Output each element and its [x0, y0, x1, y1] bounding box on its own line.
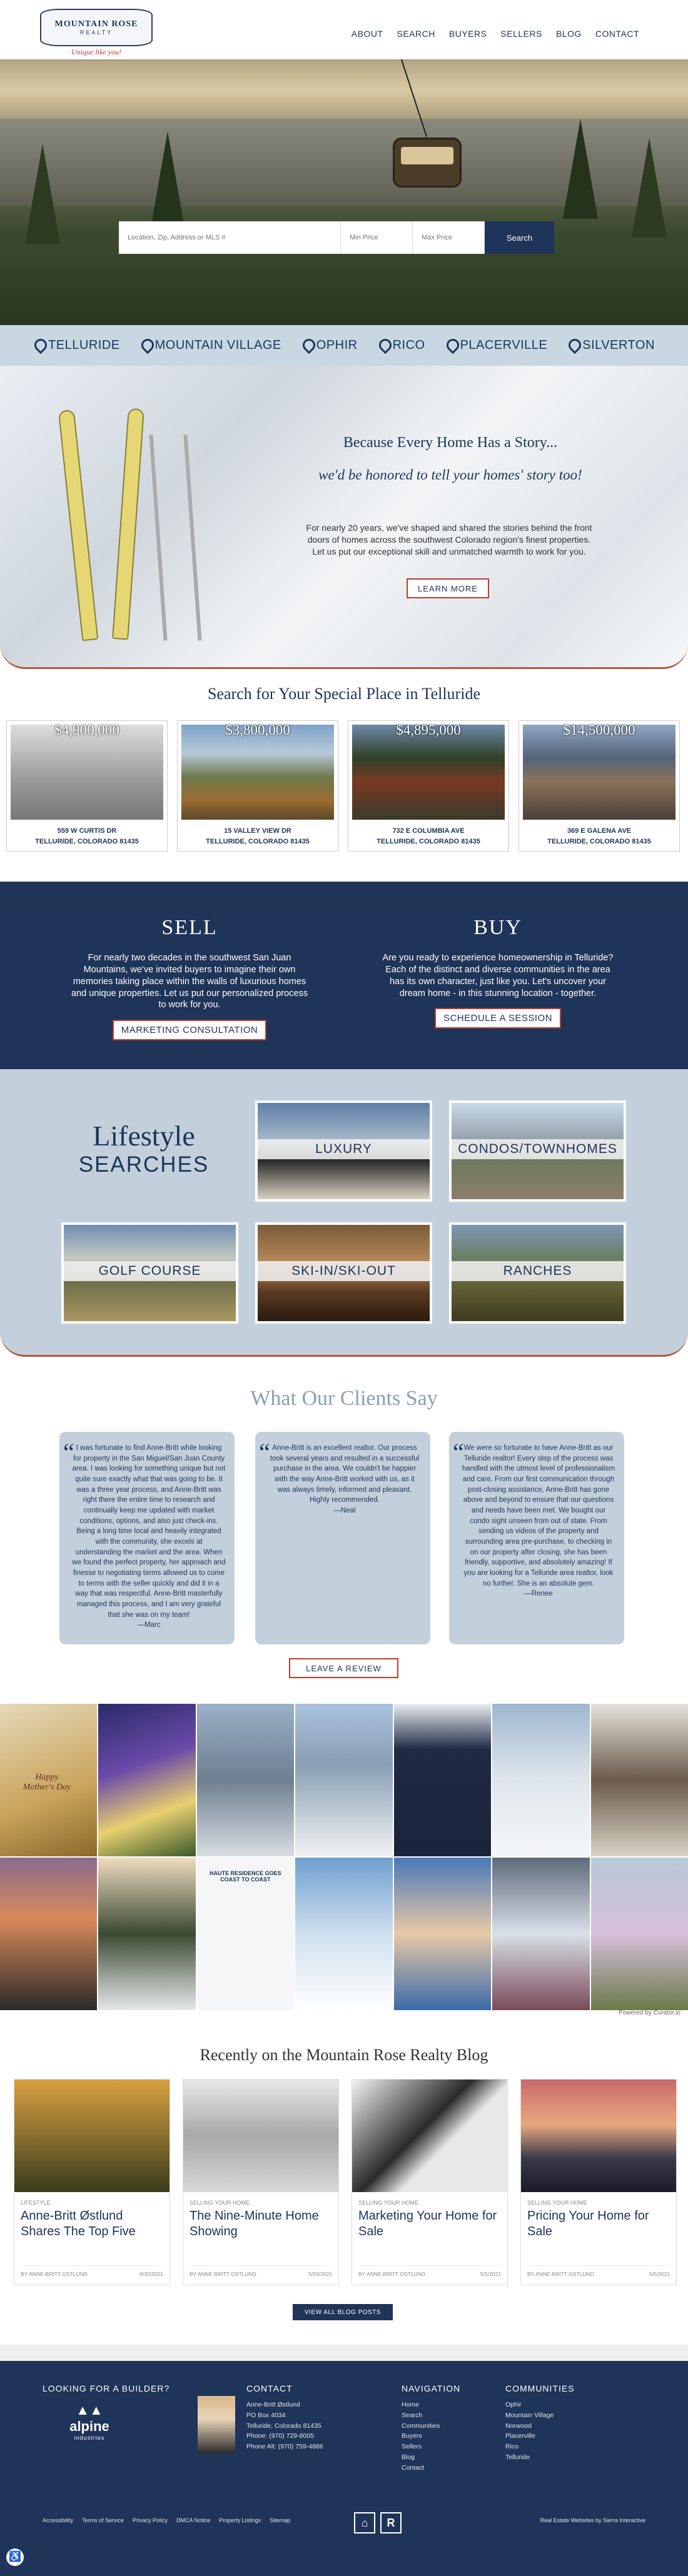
- instagram-post[interactable]: [394, 1858, 491, 2010]
- listing-price: $4,895,000: [396, 722, 461, 738]
- lifestyle-title-sub: SEARCHES: [78, 1152, 210, 1177]
- legal-link[interactable]: Privacy Policy: [133, 2517, 168, 2523]
- navigation-heading: NAVIGATION: [402, 2383, 461, 2393]
- sell-buy-section: [0, 882, 688, 1069]
- contact-line: PO Box 4034: [246, 2411, 286, 2419]
- testimonial-text: I was fortunate to find Anne-Britt while looking for property in the San Miguel/San Juan County area. I was looking for something unique but not quite sure exactly what that was going to be. It was a three year process, and Anne-Britt was right there the entire time to research and continually keep me updated with market conditions, options, and also just check-ins. Being a long time local and heavily integrated with the community, she excels at understanding the market and the area. When we found the perfect property, her approach and finesse to negotiating terms allowed us to come to terms with the seller quickly and did it in a way that was respectful. Anne-Britt masterfully managed this process, and I am very grateful that she was on my team!: [72, 1444, 226, 1619]
- blog-category: SELLING YOUR HOME: [527, 2200, 587, 2206]
- listing-photo: [523, 725, 675, 820]
- contact-line: Telluride, Colorado 81435: [246, 2422, 321, 2430]
- max-price-input[interactable]: [413, 221, 485, 254]
- legal-link[interactable]: Accessibility: [43, 2517, 74, 2523]
- blog-author: BY ANNE-BRITT OSTLUND: [21, 2271, 88, 2277]
- listing-address: [178, 826, 338, 847]
- schedule-session-button[interactable]: SCHEDULE A SESSION: [435, 1008, 561, 1029]
- community-link[interactable]: Ophir: [505, 2401, 522, 2408]
- buy-body: Are you ready to experience homeownership in Telluride? Each of the distinct and diverse communities in the area has its own character, just like you. Let's uncover your dream home - in this stunning location - together.: [382, 953, 614, 999]
- lifestyle-title-main: Lifestyle: [93, 1120, 195, 1152]
- site-header: [0, 0, 688, 59]
- listing-address: [348, 826, 508, 847]
- buy-column: [379, 916, 617, 1029]
- instagram-post[interactable]: [98, 1858, 195, 2010]
- footer-nav-link[interactable]: Communities: [402, 2422, 440, 2430]
- blog-author: BY ANNE-BRITT OSTLUND: [358, 2271, 425, 2277]
- lifestyle-tile-luxury[interactable]: [255, 1100, 432, 1202]
- ski-pole-image: [149, 435, 167, 641]
- learn-more-button[interactable]: LEARN MORE: [407, 578, 489, 598]
- tile-label: CONDOS/TOWNHOMES: [452, 1139, 624, 1159]
- listings-title: Search for Your Special Place in Telluride: [208, 685, 480, 703]
- town-label: MOUNTAIN VILLAGE: [154, 338, 281, 352]
- instagram-post[interactable]: [591, 1704, 688, 1856]
- map-pin-icon: [378, 339, 389, 353]
- blog-card[interactable]: [352, 2079, 508, 2285]
- hero-tree: [25, 144, 60, 244]
- nav-blog[interactable]: BLOG: [555, 29, 582, 39]
- listing-city: TELLURIDE, COLORADO 81435: [547, 837, 651, 845]
- town-telluride[interactable]: [33, 338, 120, 353]
- lifestyle-tile-ski[interactable]: [255, 1222, 432, 1324]
- instagram-post[interactable]: [492, 1858, 589, 2010]
- mothers-day-text: Happy Mother's Day: [23, 1773, 71, 1792]
- alpine-logo-sub: industries: [74, 2435, 105, 2441]
- legal-link[interactable]: Sitemap: [270, 2517, 291, 2523]
- ski-pole-image: [183, 435, 201, 641]
- town-label: SILVERTON: [582, 338, 655, 352]
- lifestyle-tile-golf[interactable]: [61, 1222, 238, 1324]
- contact-column: [246, 2383, 323, 2452]
- blog-section-title: Recently on the Mountain Rose Realty Blog: [200, 2046, 488, 2064]
- instagram-post[interactable]: [197, 1704, 294, 1856]
- nav-sellers[interactable]: SELLERS: [500, 29, 542, 39]
- hero-tree: [632, 138, 667, 238]
- footer-nav-link[interactable]: Search: [402, 2411, 423, 2419]
- lifestyle-searches-section: [0, 1069, 688, 1357]
- instagram-post[interactable]: [0, 1858, 97, 2010]
- blog-author: BY ANNE-BRITT OSTLUND: [527, 2271, 594, 2277]
- testimonials-title: What Our Clients Say: [250, 1387, 438, 1410]
- blog-card[interactable]: [183, 2079, 339, 2285]
- town-label: TELLURIDE: [48, 338, 120, 352]
- community-link[interactable]: Telluride: [505, 2453, 530, 2461]
- community-link[interactable]: Norwood: [505, 2422, 532, 2430]
- listing-address: [7, 826, 167, 847]
- nav-contact[interactable]: CONTACT: [595, 29, 639, 39]
- view-all-blog-posts-button[interactable]: VIEW ALL BLOG POSTS: [293, 2304, 393, 2320]
- listing-street: 369 E GALENA AVE: [567, 827, 632, 835]
- community-link[interactable]: Mountain Village: [505, 2411, 554, 2419]
- testimonial-card: [255, 1432, 430, 1644]
- search-button[interactable]: Search: [485, 221, 554, 254]
- story-subheading: we'd be honored to tell your homes' story too!: [318, 467, 582, 483]
- instagram-post[interactable]: [394, 1704, 491, 1856]
- logo-title: MOUNTAIN ROSE: [54, 19, 138, 29]
- town-rico[interactable]: [378, 338, 425, 353]
- blog-post-title[interactable]: Marketing Your Home for Sale: [358, 2209, 497, 2238]
- lifestyle-title: [63, 1119, 225, 1177]
- instagram-feed: [0, 1704, 688, 2010]
- flyer-title: HAUTE RESIDENCE GOES COAST TO COAST: [210, 1870, 281, 1883]
- property-search-bar: [119, 221, 554, 254]
- contact-phone[interactable]: Phone: (970) 729-8005: [246, 2432, 314, 2440]
- blog-post-title[interactable]: Anne-Britt Østlund Shares The Top Five: [21, 2209, 136, 2238]
- listing-card[interactable]: [6, 720, 168, 852]
- sell-column: [71, 916, 308, 1040]
- legal-link[interactable]: DMCA Notice: [176, 2517, 211, 2523]
- communities-heading: COMMUNITIES: [505, 2383, 575, 2393]
- quote-icon: “: [63, 1438, 74, 1466]
- testimonial-author: —Marc: [137, 1621, 161, 1629]
- buy-heading: BUY: [473, 916, 522, 939]
- listing-address: [519, 826, 679, 847]
- blog-image: [352, 2080, 507, 2192]
- footer-legal-links: [43, 2517, 290, 2523]
- footer-nav-link[interactable]: Home: [402, 2401, 420, 2408]
- town-mountain-village[interactable]: [140, 338, 281, 353]
- legal-link[interactable]: Terms of Service: [82, 2517, 124, 2523]
- gondola-image: [393, 138, 462, 188]
- instagram-post[interactable]: [98, 1704, 195, 1856]
- site-logo[interactable]: [40, 9, 153, 54]
- listing-photo: [352, 725, 505, 820]
- main-nav: [352, 29, 639, 39]
- town-ophir[interactable]: [301, 338, 358, 353]
- blog-date: 5/5/2021: [480, 2271, 501, 2277]
- contact-heading: CONTACT: [246, 2383, 293, 2393]
- instagram-post[interactable]: [591, 1858, 688, 2010]
- marketing-consultation-button[interactable]: MARKETING CONSULTATION: [113, 1020, 267, 1040]
- ski-image: [58, 410, 99, 641]
- footer-wave-divider: [0, 2345, 688, 2361]
- logo-tagline: Unique like you!: [71, 48, 121, 56]
- navigation-column: [402, 2383, 460, 2473]
- contact-line: Anne-Britt Østlund: [246, 2401, 300, 2408]
- lifestyle-tile-condos[interactable]: [449, 1100, 626, 1202]
- blog-image: [521, 2080, 676, 2192]
- agent-photo: [198, 2396, 235, 2453]
- tile-label: SKI-IN/SKI-OUT: [258, 1261, 430, 1281]
- map-pin-icon: [140, 339, 151, 353]
- builder-column: [43, 2383, 169, 2441]
- map-pin-icon: [445, 339, 457, 353]
- testimonial-card: [59, 1432, 235, 1644]
- sell-heading: SELL: [161, 916, 218, 939]
- instagram-post[interactable]: [492, 1704, 589, 1856]
- blog-meta: [358, 2265, 501, 2277]
- blog-image: [183, 2080, 338, 2192]
- realtor-icon: R: [380, 2512, 402, 2533]
- tile-label: RANCHES: [452, 1261, 624, 1281]
- equal-housing-icon: ⌂: [354, 2512, 375, 2533]
- testimonial-text: Anne-Britt is an excellent realtor. Our process took several years and resulted in a successful purchase in the area. We couldn't be happier with the way Anne-Britt worked with us, as it was always timely, informed and pleasant. Highly recommended.: [270, 1444, 420, 1504]
- listing-photo: [11, 725, 163, 820]
- testimonial-author: —Neal: [333, 1507, 356, 1515]
- legal-link[interactable]: Property Listings: [219, 2517, 261, 2523]
- story-heading: Because Every Home Has a Story...: [343, 435, 558, 451]
- lifestyle-tile-ranches[interactable]: [449, 1222, 626, 1324]
- testimonial-card: [449, 1432, 624, 1644]
- listing-card[interactable]: [519, 720, 680, 852]
- listing-city: TELLURIDE, COLORADO 81435: [206, 837, 310, 845]
- listing-card[interactable]: [177, 720, 338, 852]
- map-pin-icon: [33, 339, 44, 353]
- listing-price: $14,500,000: [563, 722, 635, 738]
- quote-icon: “: [259, 1438, 270, 1466]
- instagram-post[interactable]: [197, 1858, 294, 2010]
- leave-review-button[interactable]: LEAVE A REVIEW: [289, 1658, 398, 1678]
- alpine-logo-text: alpine: [69, 2418, 109, 2434]
- blog-category: SELLING YOUR HOME: [190, 2200, 250, 2206]
- town-label: PLACERVILLE: [460, 338, 548, 352]
- story-body: For nearly 20 years, we've shaped and shared the stories behind the front doors of homes across the southwest Colorado region's finest properties. Let us put our exceptional skill and unmatched warmth to work for you.: [306, 523, 592, 556]
- min-price-input[interactable]: [341, 221, 413, 254]
- sell-body: For nearly two decades in the southwest San Juan Mountains, we've invited buyers to imagine their own memories taking place within the walls of luxurious homes and unique properties. Let us put our personalized process to work for you.: [71, 953, 308, 1010]
- tile-label: LUXURY: [258, 1139, 430, 1159]
- footer-nav-link[interactable]: Buyers: [402, 2432, 422, 2440]
- towns-bar: [0, 325, 688, 366]
- listing-street: 15 VALLEY VIEW DR: [224, 827, 291, 835]
- accessibility-icon[interactable]: ♿: [6, 2548, 24, 2566]
- site-footer: [0, 2361, 688, 2576]
- listing-city: TELLURIDE, COLORADO 81435: [377, 837, 480, 845]
- community-link[interactable]: Rico: [505, 2443, 519, 2451]
- nav-search[interactable]: SEARCH: [397, 29, 435, 39]
- blog-date: 5/20/2021: [308, 2271, 332, 2277]
- map-pin-icon: [567, 339, 579, 353]
- blog-card[interactable]: [520, 2079, 677, 2285]
- communities-column: [505, 2383, 575, 2463]
- listing-street: 559 W CURTIS DR: [57, 827, 117, 835]
- footer-nav-link[interactable]: Sellers: [402, 2443, 422, 2451]
- testimonial-author: —Renee: [524, 1590, 553, 1598]
- listing-card[interactable]: [348, 720, 509, 852]
- blog-image: [14, 2080, 169, 2192]
- blog-card[interactable]: [14, 2079, 170, 2285]
- story-section: [0, 366, 688, 669]
- blog-meta: [527, 2265, 670, 2277]
- builder-heading: LOOKING FOR A BUILDER?: [43, 2383, 170, 2393]
- location-search-input[interactable]: [119, 221, 341, 254]
- website-credit[interactable]: Real Estate Websites by Sierra Interactive: [540, 2517, 645, 2523]
- town-placerville[interactable]: [445, 338, 548, 353]
- nav-buyers[interactable]: BUYERS: [448, 29, 487, 39]
- listing-street: 732 E COLUMBIA AVE: [392, 827, 465, 835]
- community-link[interactable]: Placerville: [505, 2432, 535, 2440]
- tile-label: GOLF COURSE: [64, 1261, 236, 1281]
- quote-icon: “: [453, 1438, 464, 1466]
- blog-post-title[interactable]: Pricing Your Home for Sale: [527, 2209, 649, 2238]
- town-silverton[interactable]: [567, 338, 655, 353]
- blog-post-title[interactable]: The Nine-Minute Home Showing: [190, 2209, 319, 2238]
- hero-tree: [563, 119, 598, 219]
- instagram-post[interactable]: [0, 1704, 97, 1856]
- blog-category: SELLING YOUR HOME: [358, 2200, 418, 2206]
- testimonial-text: We were so fortunate to have Anne-Britt as our Telluride realtor! Every step of the process was handled with the utmost level of professionalism and care. From our first communication through post-closing assistance, Anne-Britt has gone above and beyond to ensure that our questions and needs have been met. We bought our condo sight unseen from out of state. From sending us videos of the property and surrounding area pre-purchase, to checking in on our property after closing, she has been friendly, supportive, and absolutely amazing! If you are looking for a Telluride area realtor, look no further. She is an absolute gem.: [462, 1444, 615, 1587]
- blog-meta: [21, 2265, 163, 2277]
- blog-author: BY ANNE-BRITT OSTLUND: [190, 2271, 256, 2277]
- contact-phone-alt[interactable]: Phone Alt: (970) 759-4886: [246, 2443, 323, 2451]
- hero-tree: [150, 131, 185, 231]
- blog-date: 5/5/2021: [649, 2271, 670, 2277]
- nav-about[interactable]: ABOUT: [351, 29, 383, 39]
- blog-date: 6/30/2021: [139, 2271, 163, 2277]
- town-label: RICO: [392, 338, 425, 352]
- footer-nav-link[interactable]: Contact: [402, 2463, 425, 2472]
- blog-category: LIFESTYLE: [21, 2200, 51, 2206]
- ski-image: [112, 408, 144, 640]
- logo-subtitle: REALTY: [79, 29, 113, 36]
- listing-photo: [181, 725, 334, 820]
- alpine-logo[interactable]: [61, 2402, 118, 2441]
- instagram-post[interactable]: [295, 1704, 392, 1856]
- blog-meta: [190, 2265, 332, 2277]
- instagram-post[interactable]: [295, 1858, 392, 2010]
- listing-price: $4,900,000: [54, 722, 119, 738]
- map-pin-icon: [301, 339, 313, 353]
- footer-nav-link[interactable]: Blog: [402, 2453, 415, 2461]
- logo-badge: [40, 9, 153, 46]
- listing-price: $3,800,000: [225, 722, 290, 738]
- curator-credit[interactable]: Powered by Curator.io: [619, 2010, 680, 2016]
- town-label: OPHIR: [316, 338, 358, 352]
- mountain-icon: ▲▲: [76, 2402, 103, 2418]
- listing-city: TELLURIDE, COLORADO 81435: [35, 837, 139, 845]
